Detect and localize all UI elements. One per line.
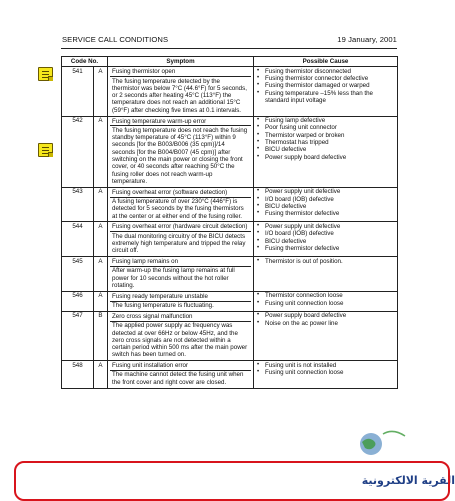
cause-item: • BICU defective [256,238,395,245]
symptom-title: Fusing temperature warm-up error [110,117,251,126]
watermark-logo [353,428,449,476]
symptom-title: Fusing thermistor open [110,68,251,77]
table-row [62,361,398,388]
cause-list [256,362,395,377]
cause-item: • Fusing temperature –15% less than the standard input voltage [256,90,395,105]
table-row [62,222,398,257]
possible-cause-cell [254,257,398,292]
code-number: 546 [62,291,94,311]
code-number: 541 [62,67,94,116]
cause-list [256,258,395,265]
table-row [62,67,398,116]
symptom-title: Zero cross signal malfunction [110,312,251,321]
page-title: SERVICE CALL CONDITIONS [62,35,169,44]
cause-list [256,292,395,307]
page-date: 19 January, 2001 [337,35,397,44]
level: A [94,222,108,257]
code-number: 547 [62,311,94,360]
table-body [62,67,398,388]
symptom-cell [108,222,254,257]
column-header-cause: Possible Cause [254,57,398,67]
cause-list [256,188,395,217]
cause-item: • Poor fusing unit connector [256,124,395,131]
service-call-table [61,56,398,389]
cause-item: • Power supply board defective [256,312,395,319]
symptom-description: The fusing temperature detected by the thermistor was below 7°C (44.6°F) for 5 seconds, or 2 seconds after heating 45°C (113°F) the temperature does not reach an additional 15°C (59°F) after checking five times at 0.1 intervals. [112,77,247,114]
symptom-description: The applied power supply ac frequency was detected at over 66Hz or below 45Hz, and the zero cross signals are not detected within a certain period within 500 ms after the main power switch has been turned on. [112,322,248,359]
symptom-cell [108,291,254,311]
watermark-text: القرية الالكترونية [361,474,455,487]
symptom-title: Fusing overheat error (software detection) [110,188,251,197]
cause-item: • Thermistor is out of position. [256,258,395,265]
cause-item: • I/O board (IOB) defective [256,196,395,203]
sticky-note-icon[interactable] [38,67,53,81]
possible-cause-cell [254,67,398,116]
table-row [62,257,398,292]
code-number: 543 [62,187,94,222]
symptom-description: The dual monitoring circuitry of the BICU detects extremely high temperature and tripped the relay circuit off. [112,232,246,255]
table-row [62,311,398,360]
cause-item: • Fusing unit connection loose [256,369,395,376]
table-row [62,116,398,187]
symptom-description: The machine cannot detect the fusing unit when the front cover and right cover are closed. [112,371,244,386]
sticky-note-icon[interactable] [38,143,53,157]
symptom-cell [108,257,254,292]
possible-cause-cell [254,361,398,388]
column-header-symptom: Symptom [108,57,254,67]
cause-item: • Fusing thermistor defective [256,210,395,217]
symptom-cell [108,67,254,116]
code-number: 542 [62,116,94,187]
symptom-title: Fusing lamp remains on [110,258,251,267]
cause-item: • BICU defective [256,203,395,210]
symptom-cell [108,311,254,360]
cause-item: • Thermistor warped or broken [256,132,395,139]
symptom-cell [108,187,254,222]
table-row [62,187,398,222]
cause-item: • Power supply unit defective [256,188,395,195]
symptom-title: Fusing ready temperature unstable [110,292,251,301]
symptom-description: The fusing temperature is fluctuating. [112,302,214,310]
level: A [94,116,108,187]
cause-item: • Power supply board defective [256,154,395,161]
cause-item: • BICU defective [256,146,395,153]
level: A [94,291,108,311]
possible-cause-cell [254,291,398,311]
code-number: 544 [62,222,94,257]
table-row [62,291,398,311]
cause-item: • Fusing lamp defective [256,117,395,124]
table-header-row [62,57,398,67]
code-number: 545 [62,257,94,292]
cause-list [256,312,395,327]
code-number: 548 [62,361,94,388]
symptom-cell [108,361,254,388]
cause-item: • Thermostat has tripped [256,139,395,146]
possible-cause-cell [254,222,398,257]
possible-cause-cell [254,187,398,222]
cause-item: • Fusing unit connection loose [256,300,395,307]
cause-item: • Fusing unit is not installed [256,362,395,369]
symptom-description: After warm-up the fusing lamp remains at full power for 10 seconds without the hot roller rotating. [112,267,235,290]
level: A [94,361,108,388]
cause-item: • Power supply unit defective [256,223,395,230]
level: A [94,257,108,292]
cause-item: • I/O board (IOB) defective [256,230,395,237]
symptom-description: The fusing temperature does not reach the fusing standby temperature of 45°C (113°F) within 9 seconds [for the B003/B006 (35 cpm)]/14 seconds [for the B004/B007 (45 cpm)] after switching on the main power or closing the front cover, or 40 seconds after reaching 50°C the fusing roller does not reach warm-up temperature. [112,126,248,185]
cause-item: • Fusing thermistor defective [256,245,395,252]
symptom-description: A fusing temperature of over 230°C (446°F) is detected for 5 seconds by the fusing thermistors at the center or at either end of the fusing roller. [112,198,244,220]
cause-item: • Noise on the ac power line [256,320,395,327]
level: A [94,67,108,116]
possible-cause-cell [254,311,398,360]
symptom-cell [108,116,254,187]
cause-item: • Fusing thermistor connector defective [256,75,395,82]
cause-list [256,223,395,252]
level: B [94,311,108,360]
level: A [94,187,108,222]
cause-item: • Fusing thermistor disconnected [256,68,395,75]
symptom-title: Fusing unit installation error [110,362,251,371]
cause-item: • Thermistor connection loose [256,292,395,299]
column-header-code: Code No. [62,57,108,67]
possible-cause-cell [254,116,398,187]
cause-item: • Fusing thermistor damaged or warped [256,82,395,89]
symptom-title: Fusing overheat error (hardware circuit detection) [110,223,251,232]
cause-list [256,68,395,104]
cause-list [256,117,395,161]
header-rule [61,48,397,49]
